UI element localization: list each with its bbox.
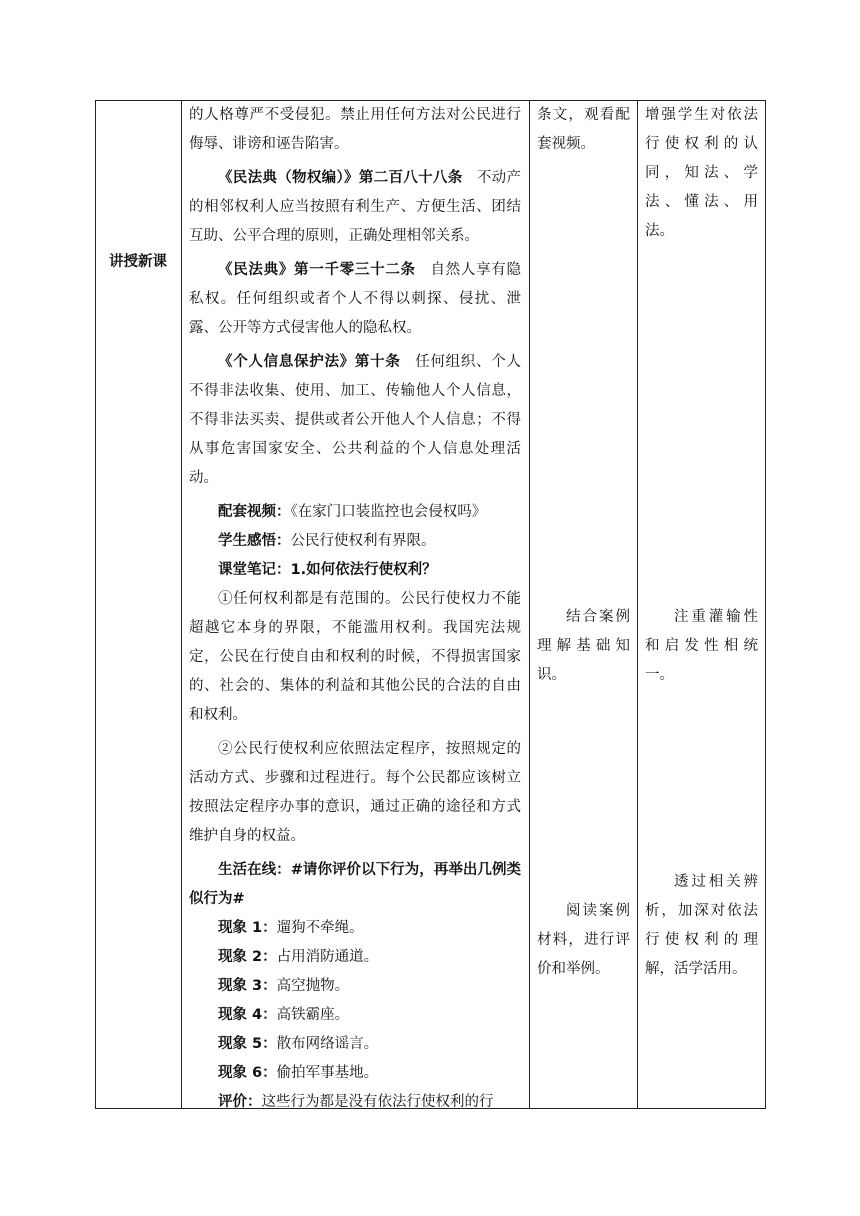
list-item: 现象 4：高铁霸座。 [218,1007,350,1023]
feeling-line [189,527,521,556]
column-divider-1 [181,100,182,1109]
law-title: 《个人信息保护法》第十条 [218,354,401,370]
paragraph-dignity: 的人格尊严不受侵犯。禁止用任何方法对公民进行侮辱、诽谤和诬告陷害。 [189,107,521,152]
design-intent-1: 增强学生对依法行使权利的认同，知法、学法、懂法、用法。 [645,107,758,239]
feeling-label: 学生感悟： [218,533,291,549]
column-divider-2 [529,100,530,1109]
list-item: 现象 2：占用消防通道。 [218,949,379,965]
law-civil-code-1032 [189,256,521,343]
law-text: 任何组织、个人不得非法收集、使用、加工、传输他人个人信息，不得非法买卖、提供或者公开他人个人信息；不得从事危害国家安全、公共利益的个人信息处理活动。 [189,354,522,486]
list-item: 现象 3：高空抛物。 [218,978,350,994]
video-label: 配套视频： [218,504,291,520]
phenomena-list [189,914,521,1088]
table-right-border [765,100,766,1109]
law-personal-info-10 [189,348,521,493]
video-title: 《在家门口装监控也会侵权吗》 [290,504,487,520]
student-activity-2: 结合案例理解基础知识。 [537,609,630,683]
law-text: 不动产的相邻权利人应当按照有利生产、方便生活、团结互助、公平合理的原则，正确处理相邻关系。 [189,170,521,244]
list-item: 现象 6：偷拍军事基地。 [218,1065,379,1081]
law-civil-code-288 [189,164,521,251]
life-online-heading: 生活在线：#请你评价以下行为，再举出几例类似行为# [189,862,521,907]
column-divider-3 [637,100,638,1109]
teaching-content [189,101,521,1117]
list-item: 现象 5：散布网络谣言。 [218,1036,379,1052]
law-text: 自然人享有隐私权。任何组织或者个人不得以刺探、侵扰、泄露、公开等方式侵害他人的隐私权。 [189,262,522,336]
note-point-1: ①任何权利都是有范围的。公民行使权力不能超越它本身的界限，不能滥用权利。我国宪法规定，公民在行使自由和权利的时候，不得损害国家的、社会的、集体的利益和其他公民的合法的自由和权利。 [189,591,521,723]
law-title: 《民法典》第一千零三十二条 [218,262,416,278]
evaluation-text: 这些行为都是没有依法行使权利的行 [261,1094,494,1110]
list-item: 现象 1：遛狗不牵绳。 [218,920,364,936]
section-label: 讲授新课 [109,254,167,270]
student-activity-3: 阅读案例材料，进行评价和举例。 [537,903,630,977]
video-line [189,498,521,527]
feeling-text: 公民行使权利有界限。 [290,533,436,549]
student-activity-1: 条文，观看配套视频。 [537,107,630,152]
evaluation-line [189,1088,521,1117]
design-intent-3: 透过相关辨析，加深对依法行使权利的理解，活学活用。 [645,874,758,977]
notes-heading: 课堂笔记：1.如何依法行使权利？ [218,562,437,578]
design-intent-2: 注重灌输性和启发性相统一。 [645,609,758,683]
law-title: 《民法典（物权编）》第二百八十八条 [218,170,463,186]
evaluation-label: 评价： [218,1094,262,1110]
note-point-2: ②公民行使权利应依照法定程序，按照规定的活动方式、步骤和过程进行。每个公民都应该树立按照法定程序办事的意识，通过正确的途径和方式维护自身的权益。 [189,741,521,844]
